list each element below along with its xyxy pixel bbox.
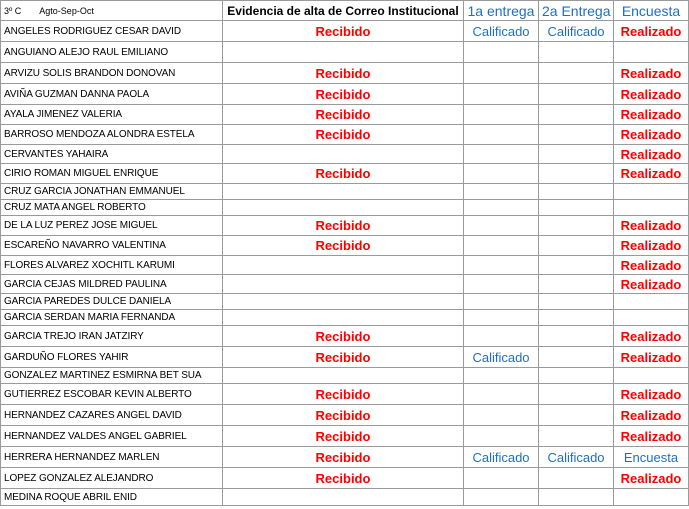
- second-delivery-cell[interactable]: [539, 310, 614, 326]
- survey-cell[interactable]: Realizado: [614, 216, 689, 236]
- survey-cell[interactable]: Realizado: [614, 347, 689, 368]
- header-evidence[interactable]: Evidencia de alta de Correo Institucional: [223, 1, 464, 21]
- header-row: [1, 1, 689, 21]
- first-delivery-cell[interactable]: [464, 145, 539, 164]
- evidence-cell[interactable]: [223, 368, 464, 384]
- first-delivery-cell[interactable]: [464, 294, 539, 310]
- first-delivery-cell[interactable]: [464, 125, 539, 145]
- second-delivery-cell[interactable]: [539, 426, 614, 447]
- evidence-cell[interactable]: Recibido: [223, 164, 464, 184]
- evidence-cell[interactable]: [223, 256, 464, 275]
- second-delivery-cell[interactable]: [539, 326, 614, 347]
- second-delivery-cell[interactable]: [539, 200, 614, 216]
- student-name-cell[interactable]: MEDINA ROQUE ABRIL ENID: [1, 489, 223, 506]
- second-delivery-cell[interactable]: Calificado: [539, 21, 614, 42]
- evidence-cell[interactable]: [223, 310, 464, 326]
- evidence-cell[interactable]: Recibido: [223, 347, 464, 368]
- table-row: [1, 275, 689, 294]
- table-row: [1, 216, 689, 236]
- survey-cell[interactable]: Realizado: [614, 21, 689, 42]
- student-name-cell[interactable]: GARCIA SERDAN MARIA FERNANDA: [1, 310, 223, 326]
- first-delivery-cell[interactable]: [464, 105, 539, 125]
- student-name-cell[interactable]: CERVANTES YAHAIRA: [1, 145, 223, 164]
- student-name-cell[interactable]: AYALA JIMENEZ VALERIA: [1, 105, 223, 125]
- table-row: [1, 200, 689, 216]
- second-delivery-cell[interactable]: [539, 236, 614, 256]
- first-delivery-cell[interactable]: [464, 489, 539, 506]
- first-delivery-cell[interactable]: [464, 200, 539, 216]
- second-delivery-cell[interactable]: [539, 184, 614, 200]
- student-name-cell[interactable]: GONZALEZ MARTINEZ ESMIRNA BET SUA: [1, 368, 223, 384]
- survey-cell[interactable]: [614, 184, 689, 200]
- header-second-delivery[interactable]: 2a Entrega: [539, 1, 614, 21]
- evidence-cell[interactable]: [223, 294, 464, 310]
- table-row: [1, 84, 689, 105]
- student-name-cell[interactable]: HERRERA HERNANDEZ MARLEN: [1, 447, 223, 468]
- evidence-cell[interactable]: Recibido: [223, 125, 464, 145]
- survey-cell[interactable]: [614, 368, 689, 384]
- first-delivery-cell[interactable]: [464, 216, 539, 236]
- student-name-cell[interactable]: DE LA LUZ PEREZ JOSE MIGUEL: [1, 216, 223, 236]
- survey-cell[interactable]: Realizado: [614, 256, 689, 275]
- first-delivery-cell[interactable]: [464, 275, 539, 294]
- table-row: [1, 405, 689, 426]
- student-name-cell[interactable]: CRUZ GARCIA JONATHAN EMMANUEL: [1, 184, 223, 200]
- first-delivery-cell[interactable]: [464, 184, 539, 200]
- evidence-cell[interactable]: Recibido: [223, 384, 464, 405]
- survey-cell[interactable]: Realizado: [614, 105, 689, 125]
- survey-cell[interactable]: [614, 489, 689, 506]
- survey-cell[interactable]: Realizado: [614, 125, 689, 145]
- evidence-cell[interactable]: Recibido: [223, 326, 464, 347]
- first-delivery-cell[interactable]: Calificado: [464, 347, 539, 368]
- evidence-cell[interactable]: [223, 489, 464, 506]
- student-name-cell[interactable]: GARCIA TREJO IRAN JATZIRY: [1, 326, 223, 347]
- evidence-cell[interactable]: Recibido: [223, 447, 464, 468]
- evidence-cell[interactable]: [223, 275, 464, 294]
- student-name-cell[interactable]: CIRIO ROMAN MIGUEL ENRIQUE: [1, 164, 223, 184]
- header-survey[interactable]: Encuesta: [614, 1, 689, 21]
- second-delivery-cell[interactable]: [539, 384, 614, 405]
- student-name-cell[interactable]: ARVIZU SOLIS BRANDON DONOVAN: [1, 63, 223, 84]
- survey-cell[interactable]: Realizado: [614, 326, 689, 347]
- table-row: [1, 184, 689, 200]
- evidence-cell[interactable]: Recibido: [223, 426, 464, 447]
- first-delivery-cell[interactable]: [464, 256, 539, 275]
- student-name-cell[interactable]: FLORES ALVAREZ XOCHITL KARUMI: [1, 256, 223, 275]
- table-row: [1, 125, 689, 145]
- first-delivery-cell[interactable]: [464, 468, 539, 489]
- first-delivery-cell[interactable]: [464, 426, 539, 447]
- evidence-cell[interactable]: [223, 42, 464, 63]
- survey-cell[interactable]: Encuesta: [614, 447, 689, 468]
- evidence-cell[interactable]: Recibido: [223, 63, 464, 84]
- second-delivery-cell[interactable]: [539, 42, 614, 63]
- student-name-cell[interactable]: GARCIA PAREDES DULCE DANIELA: [1, 294, 223, 310]
- second-delivery-cell[interactable]: [539, 256, 614, 275]
- evidence-cell[interactable]: [223, 200, 464, 216]
- table-row: [1, 256, 689, 275]
- student-name-cell[interactable]: AVIÑA GUZMAN DANNA PAOLA: [1, 84, 223, 105]
- student-name-cell[interactable]: ESCAREÑO NAVARRO VALENTINA: [1, 236, 223, 256]
- evidence-cell[interactable]: Recibido: [223, 236, 464, 256]
- survey-cell[interactable]: [614, 200, 689, 216]
- second-delivery-cell[interactable]: [539, 347, 614, 368]
- first-delivery-cell[interactable]: [464, 368, 539, 384]
- first-delivery-cell[interactable]: [464, 405, 539, 426]
- second-delivery-cell[interactable]: [539, 368, 614, 384]
- second-delivery-cell[interactable]: [539, 468, 614, 489]
- second-delivery-cell[interactable]: [539, 84, 614, 105]
- evidence-cell[interactable]: [223, 184, 464, 200]
- second-delivery-cell[interactable]: [539, 145, 614, 164]
- survey-cell[interactable]: [614, 310, 689, 326]
- evidence-cell[interactable]: Recibido: [223, 405, 464, 426]
- student-name-cell[interactable]: GARCIA CEJAS MILDRED PAULINA: [1, 275, 223, 294]
- first-delivery-cell[interactable]: [464, 63, 539, 84]
- table-row: [1, 63, 689, 84]
- header-first-delivery[interactable]: 1a entrega: [464, 1, 539, 21]
- survey-cell[interactable]: Realizado: [614, 145, 689, 164]
- evidence-cell[interactable]: Recibido: [223, 216, 464, 236]
- first-delivery-cell[interactable]: [464, 310, 539, 326]
- survey-cell[interactable]: Realizado: [614, 384, 689, 405]
- survey-cell[interactable]: Realizado: [614, 236, 689, 256]
- student-name-cell[interactable]: ANGELES RODRIGUEZ CESAR DAVID: [1, 21, 223, 42]
- second-delivery-cell[interactable]: [539, 125, 614, 145]
- table-row: [1, 21, 689, 42]
- survey-cell[interactable]: [614, 42, 689, 63]
- table-row: [1, 384, 689, 405]
- student-name-cell[interactable]: HERNANDEZ VALDES ANGEL GABRIEL: [1, 426, 223, 447]
- header-group-cell[interactable]: [1, 1, 223, 21]
- second-delivery-cell[interactable]: [539, 405, 614, 426]
- table-row: [1, 105, 689, 125]
- first-delivery-cell[interactable]: [464, 84, 539, 105]
- second-delivery-cell[interactable]: [539, 105, 614, 125]
- table-row: [1, 145, 689, 164]
- table-row: [1, 164, 689, 184]
- survey-cell[interactable]: Realizado: [614, 405, 689, 426]
- first-delivery-cell[interactable]: [464, 384, 539, 405]
- table-row: [1, 368, 689, 384]
- table-row: [1, 447, 689, 468]
- evidence-cell[interactable]: Recibido: [223, 84, 464, 105]
- table-row: [1, 42, 689, 63]
- survey-cell[interactable]: Realizado: [614, 468, 689, 489]
- student-name-cell[interactable]: GUTIERREZ ESCOBAR KEVIN ALBERTO: [1, 384, 223, 405]
- evidence-cell[interactable]: Recibido: [223, 21, 464, 42]
- table-row: [1, 294, 689, 310]
- table-row: [1, 326, 689, 347]
- second-delivery-cell[interactable]: Calificado: [539, 447, 614, 468]
- second-delivery-cell[interactable]: [539, 216, 614, 236]
- evidence-cell[interactable]: [223, 145, 464, 164]
- student-name-cell[interactable]: BARROSO MENDOZA ALONDRA ESTELA: [1, 125, 223, 145]
- first-delivery-cell[interactable]: [464, 164, 539, 184]
- survey-cell[interactable]: Realizado: [614, 63, 689, 84]
- student-name-cell[interactable]: LOPEZ GONZALEZ ALEJANDRO: [1, 468, 223, 489]
- table-row: [1, 468, 689, 489]
- student-name-cell[interactable]: HERNANDEZ CAZARES ANGEL DAVID: [1, 405, 223, 426]
- first-delivery-cell[interactable]: [464, 326, 539, 347]
- first-delivery-cell[interactable]: [464, 236, 539, 256]
- survey-cell[interactable]: Realizado: [614, 426, 689, 447]
- second-delivery-cell[interactable]: [539, 275, 614, 294]
- group-label: 3º C: [4, 5, 22, 16]
- second-delivery-cell[interactable]: [539, 489, 614, 506]
- evidence-cell[interactable]: Recibido: [223, 468, 464, 489]
- second-delivery-cell[interactable]: [539, 63, 614, 84]
- table-row: [1, 489, 689, 506]
- evidence-cell[interactable]: Recibido: [223, 105, 464, 125]
- table-row: [1, 310, 689, 326]
- first-delivery-cell[interactable]: [464, 42, 539, 63]
- survey-cell[interactable]: Realizado: [614, 84, 689, 105]
- table-row: [1, 236, 689, 256]
- survey-cell[interactable]: Realizado: [614, 164, 689, 184]
- second-delivery-cell[interactable]: [539, 164, 614, 184]
- first-delivery-cell[interactable]: Calificado: [464, 447, 539, 468]
- table-row: [1, 347, 689, 368]
- student-name-cell[interactable]: CRUZ MATA ANGEL ROBERTO: [1, 200, 223, 216]
- student-name-cell[interactable]: GARDUÑO FLORES YAHIR: [1, 347, 223, 368]
- first-delivery-cell[interactable]: Calificado: [464, 21, 539, 42]
- period-label: Agto-Sep-Oct: [39, 5, 94, 16]
- student-name-cell[interactable]: ANGUIANO ALEJO RAUL EMILIANO: [1, 42, 223, 63]
- survey-cell[interactable]: Realizado: [614, 275, 689, 294]
- second-delivery-cell[interactable]: [539, 294, 614, 310]
- table-row: [1, 426, 689, 447]
- survey-cell[interactable]: [614, 294, 689, 310]
